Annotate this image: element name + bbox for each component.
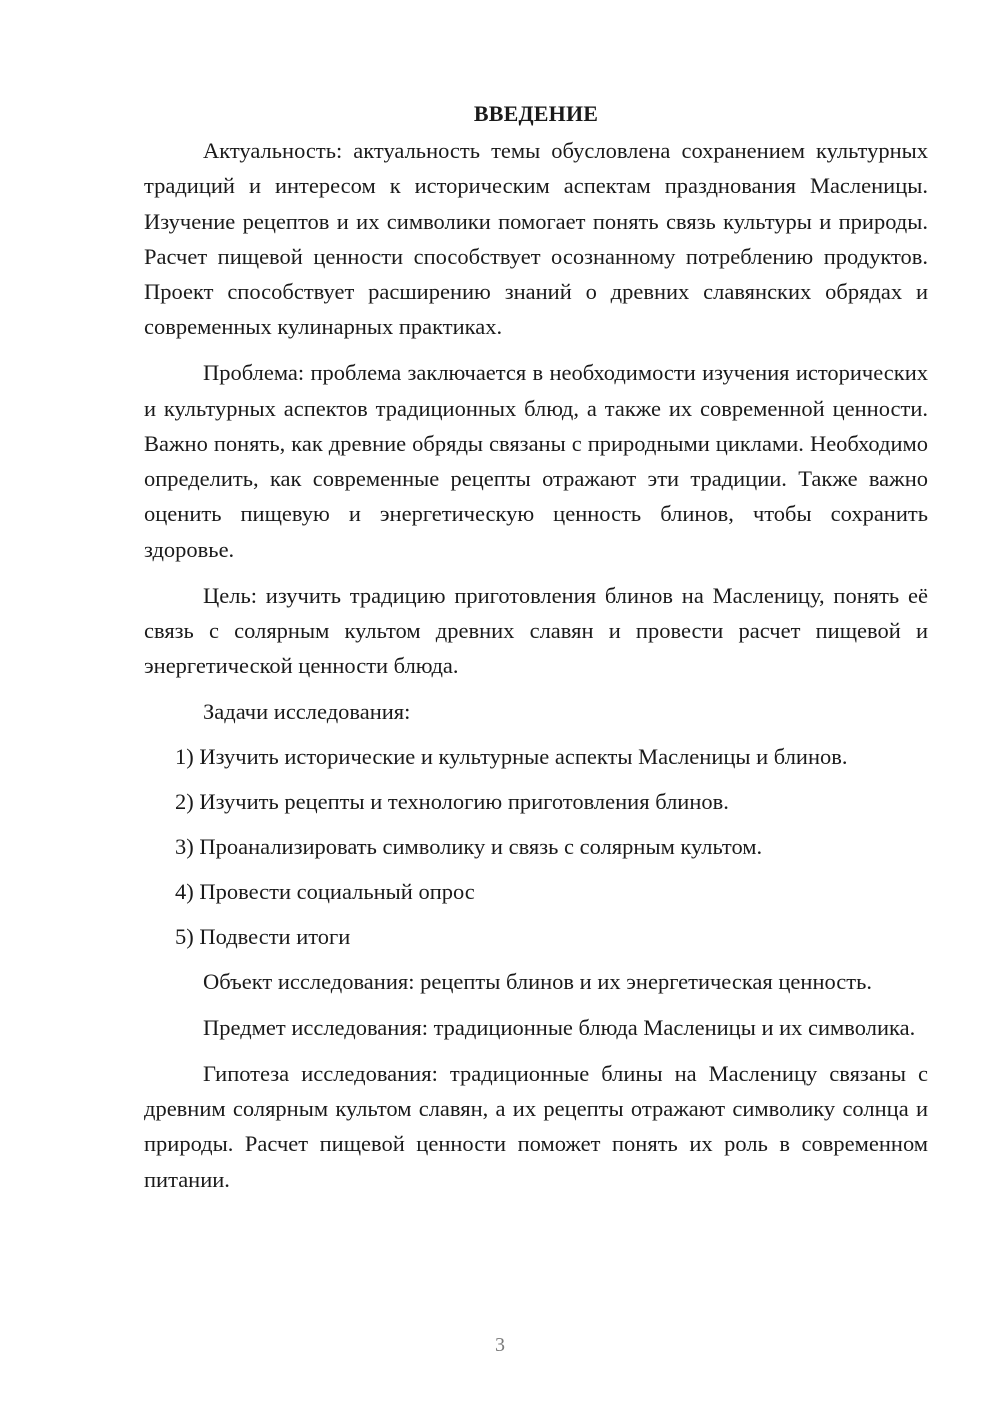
section-heading: ВВЕДЕНИЕ [473, 101, 599, 126]
tasks-title: Задачи исследования: [203, 698, 411, 724]
subject-paragraph: Предмет исследования: традиционные блюда Масленицы и их символика. [203, 1014, 916, 1040]
object-paragraph: Объект исследования: рецепты блинов и их энергетическая ценность. [203, 969, 873, 995]
task-list [144, 739, 928, 954]
goal-paragraph: Цель: изучить традицию приготовления блинов на Масленицу, понять её связь с солярным культом древних славян и провести расчет пищевой и энергетической ценности блюда. [144, 582, 928, 679]
relevance-paragraph: Актуальность: актуальность темы обусловлена сохранением культурных традиций и интересом к историческим аспектам празднования Масленицы. Изучение рецептов и их символики помогает понять связь культуры и природы. Расчет пищевой ценности способствует осознанному потреблению продуктов. Проект способствует расширению знаний о древних славянских обрядах и современных кулинарных практиках. [144, 138, 928, 340]
task-item: 1) Изучить исторические и культурные аспекты Масленицы и блинов. [175, 744, 848, 770]
document-page [144, 96, 928, 1207]
task-item: 2) Изучить рецепты и технологию приготовления блинов. [175, 789, 729, 815]
task-item: 4) Провести социальный опрос [175, 878, 475, 904]
page-number: 3 [495, 1334, 505, 1356]
problem-paragraph: Проблема: проблема заключается в необходимости изучения исторических и культурных аспектов традиционных блюд, а также их современной ценности. Важно понять, как древние обряды связаны с природными циклами. Необходимо определить, как современные рецепты отражают эти традиции. Также важно оценить пищевую и энергетическую ценность блинов, чтобы сохранить здоровье. [144, 360, 928, 562]
hypothesis-paragraph: Гипотеза исследования: традиционные блины на Масленицу связаны с древним солярным культом славян, а их рецепты отражают символику солнца и природы. Расчет пищевой ценности поможет понять их роль в современном питании. [144, 1060, 928, 1192]
task-item: 5) Подвести итоги [175, 923, 351, 949]
task-item: 3) Проанализировать символику и связь с солярным культом. [175, 834, 763, 860]
